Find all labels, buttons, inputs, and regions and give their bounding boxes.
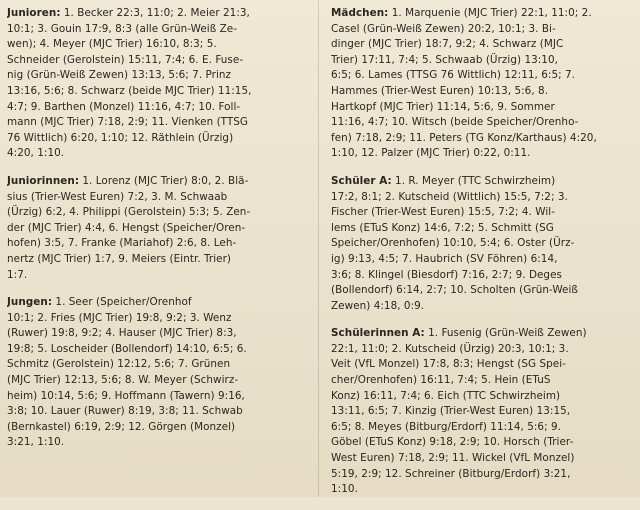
result-line: 1:7. xyxy=(7,268,28,281)
left-column xyxy=(7,6,305,463)
result-line: (Ruwer) 19:8, 9:2; 4. Hauser (MJC Trier) 8:3, xyxy=(7,327,237,340)
result-line: dinger (MJC Trier) 18:7, 9:2; 4. Schwarz (MJC xyxy=(331,38,564,51)
result-line: 11:16, 4:7; 10. Witsch (beide Speicher/Orenho- xyxy=(331,116,579,129)
result-line: 1. Fusenig (Grün-Weiß Zewen) xyxy=(424,327,587,340)
result-line: Hammes (Trier-West Euren) 10:13, 5:6, 8. xyxy=(331,84,549,97)
result-line: sius (Trier-West Euren) 7:2, 3. M. Schwaab xyxy=(7,190,228,203)
result-line: 1:10. xyxy=(331,483,358,496)
result-line: hofen) 3:5, 7. Franke (Mariahof) 2:6, 8. Leh- xyxy=(7,237,237,250)
section-heading: Schülerinnen A: xyxy=(331,327,425,340)
result-line: der (MJC Trier) 4:4, 6. Hengst (Speicher/Oren- xyxy=(7,221,246,234)
result-line: (Bernkastel) 6:19, 2:9; 12. Görgen (Monzel) xyxy=(7,420,236,433)
result-line: Konz) 16:11, 7:4; 6. Eich (TTC Schwirzheim) xyxy=(331,389,561,402)
section-junioren xyxy=(7,6,305,162)
result-line: (Ürzig) 6:2, 4. Philippi (Gerolstein) 5:3; 5. Zen- xyxy=(7,206,251,219)
result-line: Casel (Grün-Weiß Zewen) 20:2, 10:1; 3. Bi- xyxy=(331,22,556,35)
right-column xyxy=(331,6,632,510)
section-jungen xyxy=(7,295,305,451)
result-line: 10:1; 3. Gouin 17:9, 8:3 (alle Grün-Weiß Ze- xyxy=(7,22,238,35)
result-line: 13:11, 6:5; 7. Kinzig (Trier-West Euren) 13:15, xyxy=(331,405,571,418)
section-schueler-a xyxy=(331,174,632,314)
result-line: 22:1, 11:0; 2. Kutscheid (Ürzig) 20:3, 10:1; 3. xyxy=(331,342,569,355)
result-line: 3:8; 10. Lauer (Ruwer) 8:19, 3:8; 11. Schwab xyxy=(7,405,243,418)
result-line: Göbel (ETuS Konz) 9:18, 2:9; 10. Horsch (Trier- xyxy=(331,436,574,449)
result-line: 4:20, 1:10. xyxy=(7,147,65,160)
result-line: nertz (MJC Trier) 1:7, 9. Meiers (Eintr. Trier) xyxy=(7,252,232,265)
result-line: 19:8; 5. Loscheider (Bollendorf) 14:10, 6:5; 6. xyxy=(7,342,247,355)
result-line: West Euren) 7:18, 2:9; 11. Wickel (VfL Monzel) xyxy=(331,452,575,465)
column-divider xyxy=(318,0,319,497)
result-line: 5:19, 2:9; 12. Schreiner (Bitburg/Erdorf) 3:21, xyxy=(331,467,571,480)
result-line: (MJC Trier) 12:13, 5:6; 8. W. Meyer (Schwirz- xyxy=(7,374,239,387)
result-line: Fischer (Trier-West Euren) 15:5, 7:2; 4. Wil- xyxy=(331,206,556,219)
result-line: Schmitz (Gerolstein) 12:12, 5:6; 7. Grünen xyxy=(7,358,231,371)
section-heading: Mädchen: xyxy=(331,7,389,19)
section-heading: Junioren: xyxy=(7,7,61,19)
section-heading: Jungen: xyxy=(7,296,53,309)
result-line: wen); 4. Meyer (MJC Trier) 16:10, 8:3; 5. xyxy=(7,38,217,51)
result-line: 1. Lorenz (MJC Trier) 8:0, 2. Blä- xyxy=(79,174,249,187)
result-line: 1:10, 12. Palzer (MJC Trier) 0:22, 0:11. xyxy=(331,147,531,160)
result-line: 3:6; 8. Klingel (Biesdorf) 7:16, 2:7; 9. Deges xyxy=(331,268,562,281)
result-line: 1. Becker 22:3, 11:0; 2. Meier 21:3, xyxy=(60,7,250,19)
result-line: 76 Wittlich) 6:20, 1:10; 12. Räthlein (Ürzig) xyxy=(7,131,234,144)
result-line: Schneider (Gerolstein) 15:11, 7:4; 6. E. Fuse- xyxy=(7,53,244,66)
result-line: fen) 7:18, 2:9; 11. Peters (TG Konz/Karthaus) 4:20, xyxy=(331,131,597,144)
result-line: Trier) 17:11, 7:4; 5. Schwaab (Ürzig) 13:10, xyxy=(331,53,558,66)
result-line: 1. Marquenie (MJC Trier) 22:1, 11:0; 2. xyxy=(388,7,592,19)
result-line: Speicher/Orenhofen) 10:10, 5:4; 6. Oster (Ürz- xyxy=(331,237,575,250)
result-line: 3:21, 1:10. xyxy=(7,436,65,449)
result-line: cher/Orenhofen) 16:11, 7:4; 5. Hein (ETuS xyxy=(331,374,551,387)
result-line: 17:2, 8:1; 2. Kutscheid (Wittlich) 15:5, 7:2; 3. xyxy=(331,190,568,203)
result-line: 1. Seer (Speicher/Orenhof xyxy=(52,296,192,309)
result-line: (Bollendorf) 6:14, 2:7; 10. Scholten (Grün-Weiß xyxy=(331,284,579,297)
result-line: 4:7; 9. Barthen (Monzel) 11:16, 4:7; 10. Foll- xyxy=(7,100,241,113)
result-line: 6:5; 8. Meyes (Bitburg/Erdorf) 11:14, 5:6; 9. xyxy=(331,420,562,433)
section-heading: Juniorinnen: xyxy=(7,174,80,187)
result-line: 10:1; 2. Fries (MJC Trier) 19:8, 9:2; 3. Wenz xyxy=(7,311,232,324)
section-maedchen xyxy=(331,6,632,162)
result-line: mann (MJC Trier) 7:18, 2:9; 11. Vienken (TTSG xyxy=(7,116,249,129)
result-line: Veit (VfL Monzel) 17:8, 8:3; Hengst (SG Spei- xyxy=(331,358,566,371)
result-line: ig) 9:13, 4:5; 7. Haubrich (SV Föhren) 6:14, xyxy=(331,252,558,265)
result-line: 1. R. Meyer (TTC Schwirzheim) xyxy=(391,174,556,187)
section-heading: Schüler A: xyxy=(331,174,392,187)
result-line: Hartkopf (MJC Trier) 11:14, 5:6, 9. Sommer xyxy=(331,100,555,113)
section-schuelerinnen-a xyxy=(331,326,632,498)
result-line: 6:5; 6. Lames (TTSG 76 Wittlich) 12:11, 6:5; 7. xyxy=(331,69,576,82)
result-line: heim) 10:14, 5:6; 9. Hoffmann (Tawern) 9:16, xyxy=(7,389,245,402)
result-line: lems (ETuS Konz) 14:6, 7:2; 5. Schmitt (SG xyxy=(331,221,554,234)
section-juniorinnen xyxy=(7,174,305,283)
result-line: Zewen) 4:18, 0:9. xyxy=(331,299,425,312)
result-line: nig (Grün-Weiß Zewen) 13:13, 5:6; 7. Prinz xyxy=(7,69,232,82)
result-line: 13:16, 5:6; 8. Schwarz (beide MJC Trier) 11:15, xyxy=(7,84,252,97)
